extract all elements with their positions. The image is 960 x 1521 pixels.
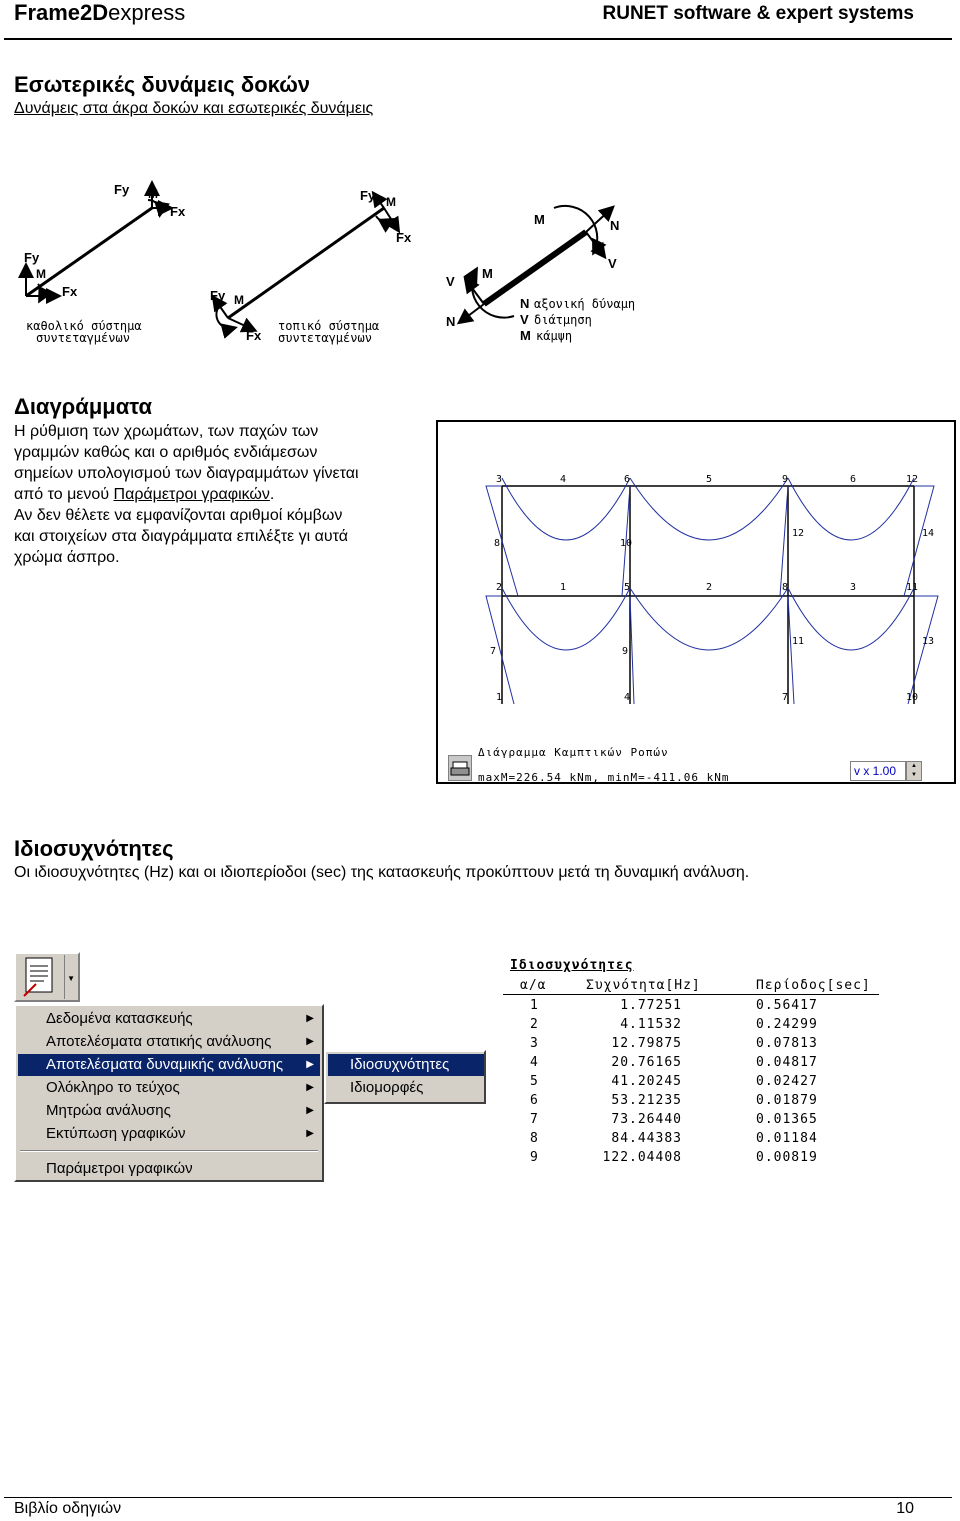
table-cell: 122.04408: [602, 1150, 682, 1165]
svg-text:12: 12: [906, 474, 919, 485]
menu-item-full-report[interactable]: Ολόκληρο το τεύχος ▶: [18, 1077, 320, 1099]
table-cell: 0.24299: [756, 1017, 818, 1032]
toolbar-separator: [64, 955, 65, 999]
header-divider: [4, 38, 952, 40]
menu-item-analysis-matrices[interactable]: Μητρώα ανάλυσης ▶: [18, 1100, 320, 1122]
app-title: Frame2Dexpress: [14, 0, 186, 25]
page-number: 10: [896, 1500, 914, 1517]
svg-text:N: N: [446, 314, 456, 329]
svg-text:13: 13: [922, 636, 935, 647]
legend-bending: κάμψη: [536, 329, 573, 343]
table-cell: 0.56417: [756, 998, 818, 1013]
company-name: RUNET software & expert systems: [602, 3, 914, 24]
label-local-system-1: τοπικό σύστημα: [278, 319, 380, 333]
table-cell: 20.76165: [611, 1055, 682, 1070]
svg-text:N: N: [610, 218, 620, 233]
submenu-arrow-icon: ▶: [306, 1036, 314, 1047]
eigen-table-rule: [503, 994, 879, 995]
table-cell: 6: [530, 1093, 539, 1108]
menu-item-static-results[interactable]: Αποτελέσματα στατικής ανάλυσης ▶: [18, 1031, 320, 1053]
svg-text:V: V: [446, 274, 455, 289]
svg-text:9: 9: [622, 646, 629, 657]
svg-text:M: M: [234, 293, 244, 307]
submenu-arrow-icon: ▶: [306, 1013, 314, 1024]
svg-text:Fx: Fx: [170, 204, 186, 219]
zoom-field[interactable]: v x 1.00: [850, 761, 906, 781]
table-cell: 0.07813: [756, 1036, 818, 1051]
menu-item-graphics-params[interactable]: Παράμετροι γραφικών: [46, 1160, 193, 1177]
submenu-arrow-icon: ▶: [306, 1128, 314, 1139]
svg-text:M: M: [386, 195, 396, 209]
submenu-arrow-icon: ▶: [306, 1105, 314, 1116]
svg-text:3: 3: [850, 582, 857, 593]
svg-text:14: 14: [922, 528, 935, 539]
table-cell: 8: [530, 1131, 539, 1146]
table-cell: 0.01184: [756, 1131, 818, 1146]
svg-text:M: M: [520, 328, 531, 343]
table-cell: 1.77251: [620, 998, 682, 1013]
svg-text:7: 7: [490, 646, 497, 657]
table-cell: 41.20245: [611, 1074, 682, 1089]
svg-text:6: 6: [850, 474, 857, 485]
legend-shear: διάτμηση: [534, 313, 592, 327]
section-subtitle-forces: Δυνάμεις στα άκρα δοκών και εσωτερικές δυνάμεις: [14, 100, 374, 117]
table-cell: 7: [530, 1112, 539, 1127]
svg-text:5: 5: [624, 582, 631, 593]
svg-text:Fx: Fx: [396, 230, 412, 245]
beam-global: [26, 208, 152, 296]
table-cell: 0.01365: [756, 1112, 818, 1127]
table-cell: 0.02427: [756, 1074, 818, 1089]
frame-structure: [502, 486, 914, 704]
table-cell: 0.04817: [756, 1055, 818, 1070]
svg-text:M: M: [148, 187, 158, 201]
printer-icon[interactable]: [448, 755, 472, 781]
eigen-col-frequency: Συχνότητα[Hz]: [586, 978, 701, 993]
footer-book-title: Βιβλίο οδηγιών: [14, 1500, 122, 1517]
dynamic-results-submenu: [324, 1050, 486, 1104]
diagrams-paragraph: Η ρύθμιση των χρωμάτων, των παχών των γραμμών καθώς και ο αριθμός ενδιάμεσων σημείων υπολογισμού των διαγραμμάτων γίνεται από το μενού Παράμετροι γραφικών. Αν δεν θέλετε να εμφανίζονται αριθμοί κόμβων και στοιχείων στα διαγράμματα επιλέξτε γι αυτά χρώμα άσπρο.: [14, 423, 359, 566]
table-cell: 0.00819: [756, 1150, 818, 1165]
table-cell: 5: [530, 1074, 539, 1089]
table-cell: 4.11532: [620, 1017, 682, 1032]
submenu-item-eigenmodes[interactable]: Ιδιομορφές: [350, 1079, 424, 1096]
svg-text:3: 3: [496, 474, 503, 485]
svg-text:M: M: [482, 266, 493, 281]
menu-item-print-graphics[interactable]: Εκτύπωση γραφικών ▶: [18, 1123, 320, 1145]
moment-status: maxM=226.54 kNm, minM=-411.06 kNm: [478, 771, 730, 784]
eigen-col-index: α/α: [520, 978, 547, 993]
table-cell: 73.26440: [611, 1112, 682, 1127]
svg-text:11: 11: [792, 636, 805, 647]
footer-divider: [4, 1497, 952, 1498]
label-local-system-2: συντεταγμένων: [278, 331, 372, 345]
svg-text:V: V: [608, 256, 617, 271]
eigen-table-title: Ιδιοσυχνότητες: [510, 958, 634, 973]
svg-text:2: 2: [496, 582, 503, 593]
svg-text:4: 4: [560, 474, 567, 485]
svg-text:5: 5: [706, 474, 713, 485]
svg-text:4: 4: [624, 692, 631, 703]
svg-text:1: 1: [496, 692, 503, 703]
svg-text:12: 12: [792, 528, 805, 539]
label-m: M: [36, 267, 46, 281]
label-global-system-2: συντεταγμένων: [36, 331, 130, 345]
table-cell: 0.01879: [756, 1093, 818, 1108]
table-cell: 9: [530, 1150, 539, 1165]
svg-text:10: 10: [620, 538, 633, 549]
eigenfrequencies-text: Οι ιδιοσυχνότητες (Hz) και οι ιδιοπερίοδοι (sec) της κατασκευής προκύπτουν μετά τη δυναμική ανάλυση.: [14, 864, 750, 881]
moment-diagram-title: Διάγραμμα Καμπτικών Ροπών: [478, 746, 669, 759]
submenu-item-eigenfrequencies[interactable]: Ιδιοσυχνότητες: [328, 1054, 484, 1076]
moment-diagram-canvas: [438, 422, 954, 742]
legend-axial: αξονική δύναμη: [534, 297, 636, 311]
svg-text:Fy: Fy: [210, 288, 226, 303]
table-cell: 2: [530, 1017, 539, 1032]
dropdown-arrow-icon[interactable]: ▼: [67, 974, 75, 983]
svg-text:Fy: Fy: [360, 188, 376, 203]
svg-text:Fx: Fx: [246, 328, 262, 343]
svg-text:V: V: [520, 312, 529, 327]
label-fx: Fx: [62, 284, 78, 299]
beam-nvm: [484, 232, 586, 304]
svg-text:1: 1: [560, 582, 567, 593]
table-cell: 84.44383: [611, 1131, 682, 1146]
svg-text:10: 10: [906, 692, 919, 703]
beam-local: [228, 208, 384, 318]
print-menu: [14, 1004, 324, 1182]
submenu-arrow-icon: ▶: [306, 1082, 314, 1093]
table-cell: 3: [530, 1036, 539, 1051]
svg-text:6: 6: [624, 474, 631, 485]
moment-arc-right: [148, 200, 160, 214]
graphics-params-link[interactable]: Παράμετροι γραφικών: [113, 486, 270, 503]
section-title-diagrams: Διαγράμματα: [14, 394, 152, 419]
svg-text:M: M: [534, 212, 545, 227]
label-fy: Fy: [24, 250, 40, 265]
table-cell: 4: [530, 1055, 539, 1070]
forces-figure: [14, 170, 674, 360]
svg-text:N: N: [520, 296, 530, 311]
menu-separator: [20, 1150, 318, 1152]
section-title-eigenfrequencies: Ιδιοσυχνότητες: [14, 836, 174, 861]
svg-text:9: 9: [782, 474, 789, 485]
svg-text:8: 8: [782, 582, 789, 593]
section-title-internal-forces: Εσωτερικές δυνάμεις δοκών: [14, 72, 311, 97]
table-cell: 1: [530, 998, 539, 1013]
report-icon: [18, 954, 64, 998]
eigen-col-period: Περίοδος[sec]: [756, 978, 871, 993]
svg-text:7: 7: [782, 692, 789, 703]
table-cell: 53.21235: [611, 1093, 682, 1108]
menu-item-construction-data[interactable]: Δεδομένα κατασκευής ▶: [18, 1008, 320, 1030]
svg-text:8: 8: [494, 538, 501, 549]
submenu-arrow-icon: ▶: [306, 1059, 314, 1070]
svg-text:11: 11: [906, 582, 919, 593]
svg-text:Fy: Fy: [114, 182, 130, 197]
label-global-system-1: καθολικό σύστημα: [26, 319, 142, 333]
print-report-button[interactable]: [14, 952, 80, 1002]
zoom-spinner[interactable]: ▲ ▼: [906, 761, 922, 781]
menu-item-dynamic-results[interactable]: Αποτελέσματα δυναμικής ανάλυσης ▶: [18, 1054, 320, 1076]
svg-text:2: 2: [706, 582, 713, 593]
table-cell: 12.79875: [611, 1036, 682, 1051]
